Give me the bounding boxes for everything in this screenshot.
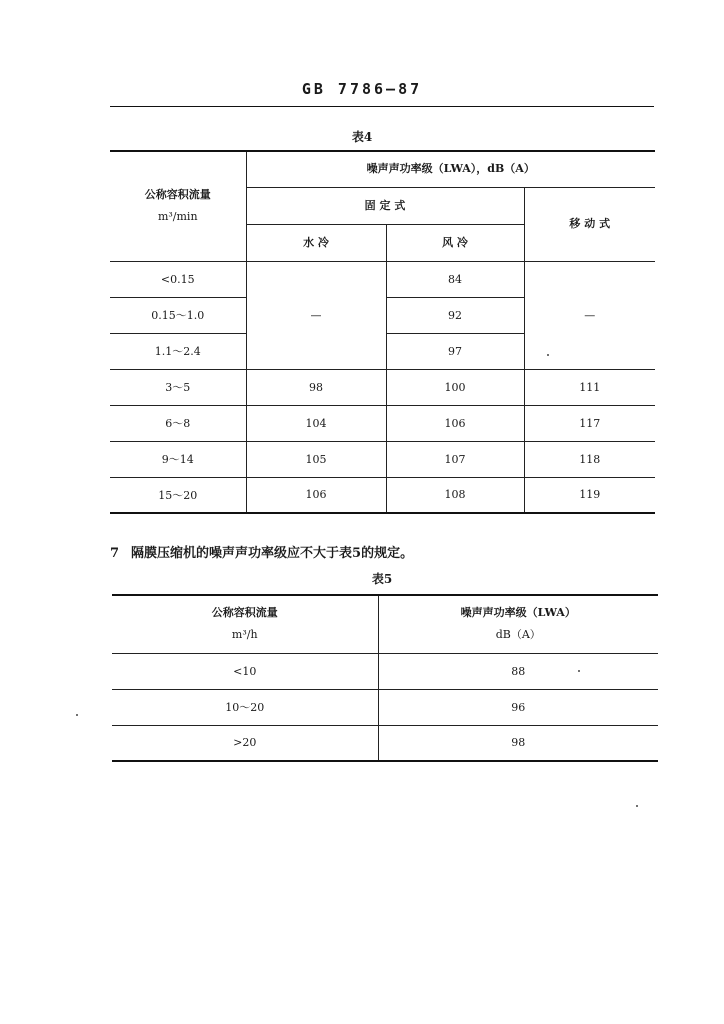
scan-speck — [547, 354, 549, 356]
table5-flow-header — [112, 595, 378, 653]
table4-row-flow: 3～5 — [110, 369, 246, 405]
table5-caption: 表5 — [371, 572, 393, 586]
table4-row-water: 105 — [246, 441, 386, 477]
table5-noise-header — [378, 595, 658, 653]
table4-row-air: 107 — [386, 441, 524, 477]
scan-speck — [578, 670, 580, 672]
table4-row-flow: 15～20 — [110, 477, 246, 513]
flow-header-unit: m³/h — [231, 628, 258, 642]
table5 — [112, 594, 658, 762]
table5-row-noise: 98 — [378, 725, 658, 761]
scan-speck — [636, 805, 638, 807]
table4-air-cooled-header: 风 冷 — [386, 224, 524, 261]
table5-row-flow: <10 — [112, 653, 378, 689]
table4-row-flow: 6～8 — [110, 405, 246, 441]
paragraph-7 — [110, 542, 413, 561]
table4-noise-header: 噪声声功率级（LWA），dB（A） — [246, 151, 655, 187]
noise-header-unit: dB（A） — [495, 628, 541, 642]
flow-header-label: 公称容积流量 — [211, 606, 278, 620]
table4-row-water: 104 — [246, 405, 386, 441]
table4-row-air: 92 — [386, 297, 524, 333]
table4-row-flow: 9～14 — [110, 441, 246, 477]
table4-row-mobile: 117 — [524, 405, 655, 441]
scan-speck — [76, 714, 78, 716]
table5-row-noise: 96 — [378, 689, 658, 725]
flow-header-label: 公称容积流量 — [144, 188, 211, 202]
table4-row-mobile: 111 — [524, 369, 655, 405]
table4 — [110, 150, 655, 514]
table4-row-air: 108 — [386, 477, 524, 513]
table4-caption: 表4 — [351, 130, 373, 144]
header-rule — [110, 106, 654, 107]
noise-header-label: 噪声声功率级（LWA） — [460, 606, 576, 620]
table4-row-flow: <0.15 — [110, 261, 246, 297]
paragraph-text: 隔膜压缩机的噪声声功率级应不大于表5的规定。 — [131, 546, 414, 561]
standard-number: GB 7786—87 — [301, 80, 423, 98]
flow-header-unit: m³/min — [157, 210, 198, 224]
table4-merged-mobile-cell: — — [524, 261, 655, 369]
table4-water-cooled-header: 水 冷 — [246, 224, 386, 261]
table4-flow-header — [110, 151, 246, 261]
table4-fixed-header: 固 定 式 — [246, 187, 524, 224]
table4-row-air: 100 — [386, 369, 524, 405]
table4-row-water: 98 — [246, 369, 386, 405]
table4-row-mobile: 119 — [524, 477, 655, 513]
paragraph-number: 7 — [110, 546, 120, 561]
table4-row-mobile: 118 — [524, 441, 655, 477]
table4-row-air: 106 — [386, 405, 524, 441]
table4-row-water: 106 — [246, 477, 386, 513]
table4-row-air: 84 — [386, 261, 524, 297]
table4-row-flow: 0.15～1.0 — [110, 297, 246, 333]
table4-mobile-header: 移 动 式 — [524, 187, 655, 261]
table4-row-air: 97 — [386, 333, 524, 369]
table5-row-flow: 10～20 — [112, 689, 378, 725]
table5-row-noise: 88 — [378, 653, 658, 689]
table4-merged-water-cell: — — [246, 261, 386, 369]
table4-row-flow: 1.1～2.4 — [110, 333, 246, 369]
table5-row-flow: >20 — [112, 725, 378, 761]
